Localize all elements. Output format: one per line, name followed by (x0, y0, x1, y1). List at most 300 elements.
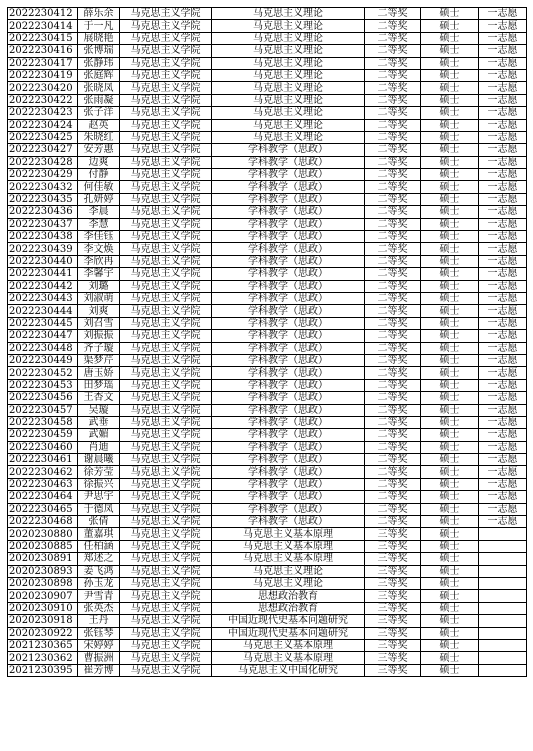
name-cell: 齐子璇 (78, 342, 120, 354)
college-cell: 马克思主义学院 (120, 664, 212, 676)
student-id-cell: 2020230898 (8, 577, 78, 589)
major-cell: 马克思主义理论 (212, 82, 365, 94)
degree-cell: 硕士 (421, 268, 479, 280)
preference-cell: 一志愿 (479, 206, 527, 218)
degree-cell: 硕士 (421, 94, 479, 106)
student-id-cell: 2021230362 (8, 652, 78, 664)
student-id-cell: 2022230416 (8, 45, 78, 57)
degree-cell: 硕士 (421, 280, 479, 292)
student-id-cell: 2022230437 (8, 218, 78, 230)
student-id-cell: 2021230365 (8, 639, 78, 651)
award-cell: 二等奖 (365, 206, 421, 218)
major-cell: 学科教学（思政） (212, 416, 365, 428)
name-cell: 田梦瑶 (78, 379, 120, 391)
degree-cell: 硕士 (421, 218, 479, 230)
award-cell: 二等奖 (365, 280, 421, 292)
table-row (8, 577, 527, 589)
name-cell: 何佳敏 (78, 181, 120, 193)
preference-cell: 一志愿 (479, 231, 527, 243)
name-cell: 任柏涵 (78, 540, 120, 552)
preference-cell (479, 590, 527, 602)
award-cell: 二等奖 (365, 20, 421, 32)
student-id-cell: 2022230453 (8, 379, 78, 391)
award-cell: 二等奖 (365, 193, 421, 205)
degree-cell: 硕士 (421, 243, 479, 255)
award-cell: 二等奖 (365, 218, 421, 230)
college-cell: 马克思主义学院 (120, 243, 212, 255)
name-cell: 于德凤 (78, 503, 120, 515)
degree-cell: 硕士 (421, 429, 479, 441)
award-cell: 二等奖 (365, 354, 421, 366)
award-cell: 三等奖 (365, 577, 421, 589)
name-cell: 尹思宇 (78, 491, 120, 503)
preference-cell: 一志愿 (479, 491, 527, 503)
preference-cell: 一志愿 (479, 392, 527, 404)
major-cell: 学科教学（思政） (212, 243, 365, 255)
student-id-cell: 2020230922 (8, 627, 78, 639)
college-cell: 马克思主义学院 (120, 503, 212, 515)
table-row (8, 466, 527, 478)
preference-cell: 一志愿 (479, 255, 527, 267)
name-cell: 赵英 (78, 119, 120, 131)
degree-cell: 硕士 (421, 652, 479, 664)
college-cell: 马克思主义学院 (120, 280, 212, 292)
major-cell: 学科教学（思政） (212, 478, 365, 490)
college-cell: 马克思主义学院 (120, 379, 212, 391)
degree-cell: 硕士 (421, 292, 479, 304)
name-cell: 刘璐 (78, 280, 120, 292)
student-id-cell: 2022230419 (8, 69, 78, 81)
name-cell: 安芳惠 (78, 144, 120, 156)
table-row (8, 354, 527, 366)
name-cell: 宋婷婷 (78, 639, 120, 651)
major-cell: 马克思主义理论 (212, 119, 365, 131)
table-row (8, 243, 527, 255)
name-cell: 薛乐余 (78, 8, 120, 20)
award-cell: 三等奖 (365, 652, 421, 664)
table-row (8, 330, 527, 342)
table-row (8, 206, 527, 218)
student-id-cell: 2022230443 (8, 292, 78, 304)
name-cell: 姜飞鸿 (78, 565, 120, 577)
preference-cell (479, 639, 527, 651)
name-cell: 唐玉娇 (78, 367, 120, 379)
name-cell: 李慧 (78, 218, 120, 230)
preference-cell (479, 627, 527, 639)
table-row (8, 416, 527, 428)
preference-cell: 一志愿 (479, 516, 527, 528)
student-id-cell: 2020230885 (8, 540, 78, 552)
table-row (8, 169, 527, 181)
award-cell: 二等奖 (365, 429, 421, 441)
award-cell: 二等奖 (365, 82, 421, 94)
major-cell: 马克思主义理论 (212, 131, 365, 143)
preference-cell: 一志愿 (479, 379, 527, 391)
award-cell: 二等奖 (365, 45, 421, 57)
degree-cell: 硕士 (421, 255, 479, 267)
major-cell: 中国近现代史基本问题研究 (212, 615, 365, 627)
major-cell: 思想政治教育 (212, 590, 365, 602)
award-cell: 三等奖 (365, 664, 421, 676)
college-cell: 马克思主义学院 (120, 615, 212, 627)
name-cell: 于一凡 (78, 20, 120, 32)
award-cell: 二等奖 (365, 342, 421, 354)
name-cell: 张钰琴 (78, 627, 120, 639)
preference-cell: 一志愿 (479, 466, 527, 478)
college-cell: 马克思主义学院 (120, 317, 212, 329)
major-cell: 学科教学（思政） (212, 441, 365, 453)
preference-cell: 一志愿 (479, 20, 527, 32)
college-cell: 马克思主义学院 (120, 20, 212, 32)
major-cell: 马克思主义中国化研究 (212, 664, 365, 676)
award-cell: 二等奖 (365, 156, 421, 168)
major-cell: 学科教学（思政） (212, 144, 365, 156)
major-cell: 学科教学（思政） (212, 231, 365, 243)
student-id-cell: 2020230918 (8, 615, 78, 627)
table-row (8, 8, 527, 20)
student-id-cell: 2022230427 (8, 144, 78, 156)
preference-cell: 一志愿 (479, 416, 527, 428)
table-row (8, 342, 527, 354)
degree-cell: 硕士 (421, 317, 479, 329)
table-row (8, 268, 527, 280)
name-cell: 武媚 (78, 429, 120, 441)
major-cell: 学科教学（思政） (212, 503, 365, 515)
preference-cell (479, 553, 527, 565)
preference-cell (479, 577, 527, 589)
degree-cell: 硕士 (421, 8, 479, 20)
student-id-cell: 2022230459 (8, 429, 78, 441)
college-cell: 马克思主义学院 (120, 8, 212, 20)
award-cell: 二等奖 (365, 94, 421, 106)
major-cell: 学科教学（思政） (212, 255, 365, 267)
degree-cell: 硕士 (421, 615, 479, 627)
college-cell: 马克思主义学院 (120, 590, 212, 602)
student-id-cell: 2022230460 (8, 441, 78, 453)
degree-cell: 硕士 (421, 516, 479, 528)
table-row (8, 119, 527, 131)
college-cell: 马克思主义学院 (120, 577, 212, 589)
award-cell: 二等奖 (365, 466, 421, 478)
name-cell: 张晓凤 (78, 82, 120, 94)
name-cell: 崔芳博 (78, 664, 120, 676)
award-cell: 二等奖 (365, 57, 421, 69)
college-cell: 马克思主义学院 (120, 367, 212, 379)
table-row (8, 367, 527, 379)
preference-cell: 一志愿 (479, 131, 527, 143)
student-id-cell: 2022230457 (8, 404, 78, 416)
major-cell: 马克思主义理论 (212, 577, 365, 589)
major-cell: 马克思主义理论 (212, 565, 365, 577)
scholarship-table (7, 7, 527, 677)
student-id-cell: 2022230461 (8, 454, 78, 466)
major-cell: 学科教学（思政） (212, 367, 365, 379)
award-cell: 三等奖 (365, 639, 421, 651)
preference-cell: 一志愿 (479, 32, 527, 44)
preference-cell (479, 652, 527, 664)
name-cell: 李欣冉 (78, 255, 120, 267)
table-body (8, 8, 527, 677)
name-cell: 张雨凝 (78, 94, 120, 106)
preference-cell: 一志愿 (479, 441, 527, 453)
degree-cell: 硕士 (421, 342, 479, 354)
college-cell: 马克思主义学院 (120, 255, 212, 267)
table-row (8, 615, 527, 627)
award-cell: 二等奖 (365, 478, 421, 490)
college-cell: 马克思主义学院 (120, 94, 212, 106)
name-cell: 张庭辉 (78, 69, 120, 81)
table-row (8, 45, 527, 57)
award-cell: 二等奖 (365, 379, 421, 391)
preference-cell: 一志愿 (479, 354, 527, 366)
table-row (8, 255, 527, 267)
name-cell: 张英杰 (78, 602, 120, 614)
preference-cell: 一志愿 (479, 8, 527, 20)
award-cell: 二等奖 (365, 255, 421, 267)
table-row (8, 280, 527, 292)
major-cell: 学科教学（思政） (212, 193, 365, 205)
name-cell: 尹雪青 (78, 590, 120, 602)
table-row (8, 664, 527, 676)
degree-cell: 硕士 (421, 379, 479, 391)
college-cell: 马克思主义学院 (120, 454, 212, 466)
name-cell: 刘淑萌 (78, 292, 120, 304)
table-row (8, 540, 527, 552)
student-id-cell: 2022230458 (8, 416, 78, 428)
major-cell: 学科教学（思政） (212, 354, 365, 366)
award-cell: 二等奖 (365, 454, 421, 466)
college-cell: 马克思主义学院 (120, 516, 212, 528)
table-row (8, 516, 527, 528)
degree-cell: 硕士 (421, 354, 479, 366)
name-cell: 付静 (78, 169, 120, 181)
student-id-cell: 2022230449 (8, 354, 78, 366)
preference-cell: 一志愿 (479, 367, 527, 379)
college-cell: 马克思主义学院 (120, 491, 212, 503)
award-cell: 三等奖 (365, 565, 421, 577)
preference-cell: 一志愿 (479, 305, 527, 317)
major-cell: 马克思主义理论 (212, 8, 365, 20)
student-id-cell: 2022230415 (8, 32, 78, 44)
college-cell: 马克思主义学院 (120, 565, 212, 577)
preference-cell: 一志愿 (479, 478, 527, 490)
degree-cell: 硕士 (421, 69, 479, 81)
major-cell: 中国近现代史基本问题研究 (212, 627, 365, 639)
preference-cell: 一志愿 (479, 218, 527, 230)
college-cell: 马克思主义学院 (120, 466, 212, 478)
degree-cell: 硕士 (421, 144, 479, 156)
table-row (8, 602, 527, 614)
table-row (8, 131, 527, 143)
college-cell: 马克思主义学院 (120, 441, 212, 453)
student-id-cell: 2022230441 (8, 268, 78, 280)
degree-cell: 硕士 (421, 119, 479, 131)
preference-cell: 一志愿 (479, 330, 527, 342)
college-cell: 马克思主义学院 (120, 429, 212, 441)
degree-cell: 硕士 (421, 45, 479, 57)
name-cell: 李文焕 (78, 243, 120, 255)
major-cell: 马克思主义基本原理 (212, 528, 365, 540)
student-id-cell: 2022230436 (8, 206, 78, 218)
degree-cell: 硕士 (421, 57, 479, 69)
college-cell: 马克思主义学院 (120, 32, 212, 44)
college-cell: 马克思主义学院 (120, 639, 212, 651)
preference-cell (479, 602, 527, 614)
preference-cell: 一志愿 (479, 503, 527, 515)
degree-cell: 硕士 (421, 466, 479, 478)
table-row (8, 69, 527, 81)
award-cell: 二等奖 (365, 503, 421, 515)
major-cell: 学科教学（思政） (212, 181, 365, 193)
student-id-cell: 2022230432 (8, 181, 78, 193)
degree-cell: 硕士 (421, 565, 479, 577)
student-id-cell: 2022230417 (8, 57, 78, 69)
preference-cell: 一志愿 (479, 156, 527, 168)
table-row (8, 107, 527, 119)
table-row (8, 478, 527, 490)
name-cell: 张静玮 (78, 57, 120, 69)
table-row (8, 82, 527, 94)
major-cell: 马克思主义理论 (212, 107, 365, 119)
table-row (8, 156, 527, 168)
major-cell: 马克思主义理论 (212, 32, 365, 44)
student-id-cell: 2021230395 (8, 664, 78, 676)
name-cell: 吴璇 (78, 404, 120, 416)
degree-cell: 硕士 (421, 181, 479, 193)
student-id-cell: 2022230452 (8, 367, 78, 379)
award-cell: 三等奖 (365, 540, 421, 552)
degree-cell: 硕士 (421, 305, 479, 317)
preference-cell: 一志愿 (479, 69, 527, 81)
student-id-cell: 2022230447 (8, 330, 78, 342)
student-id-cell: 2022230456 (8, 392, 78, 404)
preference-cell: 一志愿 (479, 94, 527, 106)
student-id-cell: 2022230424 (8, 119, 78, 131)
award-cell: 二等奖 (365, 8, 421, 20)
preference-cell: 一志愿 (479, 280, 527, 292)
degree-cell: 硕士 (421, 553, 479, 565)
student-id-cell: 2022230429 (8, 169, 78, 181)
major-cell: 学科教学（思政） (212, 268, 365, 280)
name-cell: 边爽 (78, 156, 120, 168)
college-cell: 马克思主义学院 (120, 627, 212, 639)
major-cell: 马克思主义理论 (212, 69, 365, 81)
preference-cell: 一志愿 (479, 317, 527, 329)
student-id-cell: 2022230465 (8, 503, 78, 515)
name-cell: 刘召雪 (78, 317, 120, 329)
college-cell: 马克思主义学院 (120, 404, 212, 416)
degree-cell: 硕士 (421, 206, 479, 218)
award-cell: 三等奖 (365, 528, 421, 540)
student-id-cell: 2022230435 (8, 193, 78, 205)
name-cell: 肖迪 (78, 441, 120, 453)
college-cell: 马克思主义学院 (120, 330, 212, 342)
preference-cell: 一志愿 (479, 268, 527, 280)
table-row (8, 565, 527, 577)
major-cell: 学科教学（思政） (212, 218, 365, 230)
degree-cell: 硕士 (421, 330, 479, 342)
college-cell: 马克思主义学院 (120, 528, 212, 540)
major-cell: 学科教学（思政） (212, 379, 365, 391)
name-cell: 武垂 (78, 416, 120, 428)
award-cell: 二等奖 (365, 292, 421, 304)
major-cell: 马克思主义基本原理 (212, 652, 365, 664)
student-id-cell: 2022230425 (8, 131, 78, 143)
college-cell: 马克思主义学院 (120, 354, 212, 366)
college-cell: 马克思主义学院 (120, 268, 212, 280)
degree-cell: 硕士 (421, 169, 479, 181)
award-cell: 二等奖 (365, 330, 421, 342)
student-id-cell: 2020230891 (8, 553, 78, 565)
table-row (8, 590, 527, 602)
major-cell: 马克思主义基本原理 (212, 639, 365, 651)
major-cell: 学科教学（思政） (212, 305, 365, 317)
major-cell: 马克思主义基本原理 (212, 553, 365, 565)
award-cell: 二等奖 (365, 441, 421, 453)
degree-cell: 硕士 (421, 107, 479, 119)
preference-cell: 一志愿 (479, 82, 527, 94)
award-cell: 三等奖 (365, 590, 421, 602)
college-cell: 马克思主义学院 (120, 292, 212, 304)
college-cell: 马克思主义学院 (120, 107, 212, 119)
preference-cell: 一志愿 (479, 292, 527, 304)
name-cell: 张倩 (78, 516, 120, 528)
student-id-cell: 2022230414 (8, 20, 78, 32)
student-id-cell: 2022230428 (8, 156, 78, 168)
award-cell: 三等奖 (365, 602, 421, 614)
major-cell: 学科教学（思政） (212, 292, 365, 304)
major-cell: 学科教学（思政） (212, 206, 365, 218)
name-cell: 李馨宇 (78, 268, 120, 280)
college-cell: 马克思主义学院 (120, 119, 212, 131)
college-cell: 马克思主义学院 (120, 342, 212, 354)
preference-cell: 一志愿 (479, 342, 527, 354)
student-id-cell: 2020230880 (8, 528, 78, 540)
college-cell: 马克思主义学院 (120, 392, 212, 404)
student-id-cell: 2022230420 (8, 82, 78, 94)
college-cell: 马克思主义学院 (120, 131, 212, 143)
award-cell: 二等奖 (365, 181, 421, 193)
degree-cell: 硕士 (421, 20, 479, 32)
award-cell: 二等奖 (365, 317, 421, 329)
college-cell: 马克思主义学院 (120, 193, 212, 205)
name-cell: 刘爽 (78, 305, 120, 317)
student-id-cell: 2020230910 (8, 602, 78, 614)
award-cell: 二等奖 (365, 169, 421, 181)
table-row (8, 305, 527, 317)
major-cell: 马克思主义理论 (212, 45, 365, 57)
name-cell: 展晓艳 (78, 32, 120, 44)
table-row (8, 652, 527, 664)
award-cell: 二等奖 (365, 144, 421, 156)
name-cell: 曹振洲 (78, 652, 120, 664)
major-cell: 学科教学（思政） (212, 342, 365, 354)
table-row (8, 553, 527, 565)
major-cell: 学科教学（思政） (212, 429, 365, 441)
preference-cell: 一志愿 (479, 243, 527, 255)
degree-cell: 硕士 (421, 32, 479, 44)
table-row (8, 20, 527, 32)
preference-cell (479, 615, 527, 627)
college-cell: 马克思主义学院 (120, 478, 212, 490)
major-cell: 学科教学（思政） (212, 280, 365, 292)
student-id-cell: 2022230468 (8, 516, 78, 528)
college-cell: 马克思主义学院 (120, 305, 212, 317)
degree-cell: 硕士 (421, 627, 479, 639)
name-cell: 张子洋 (78, 107, 120, 119)
award-cell: 二等奖 (365, 231, 421, 243)
major-cell: 马克思主义理论 (212, 57, 365, 69)
